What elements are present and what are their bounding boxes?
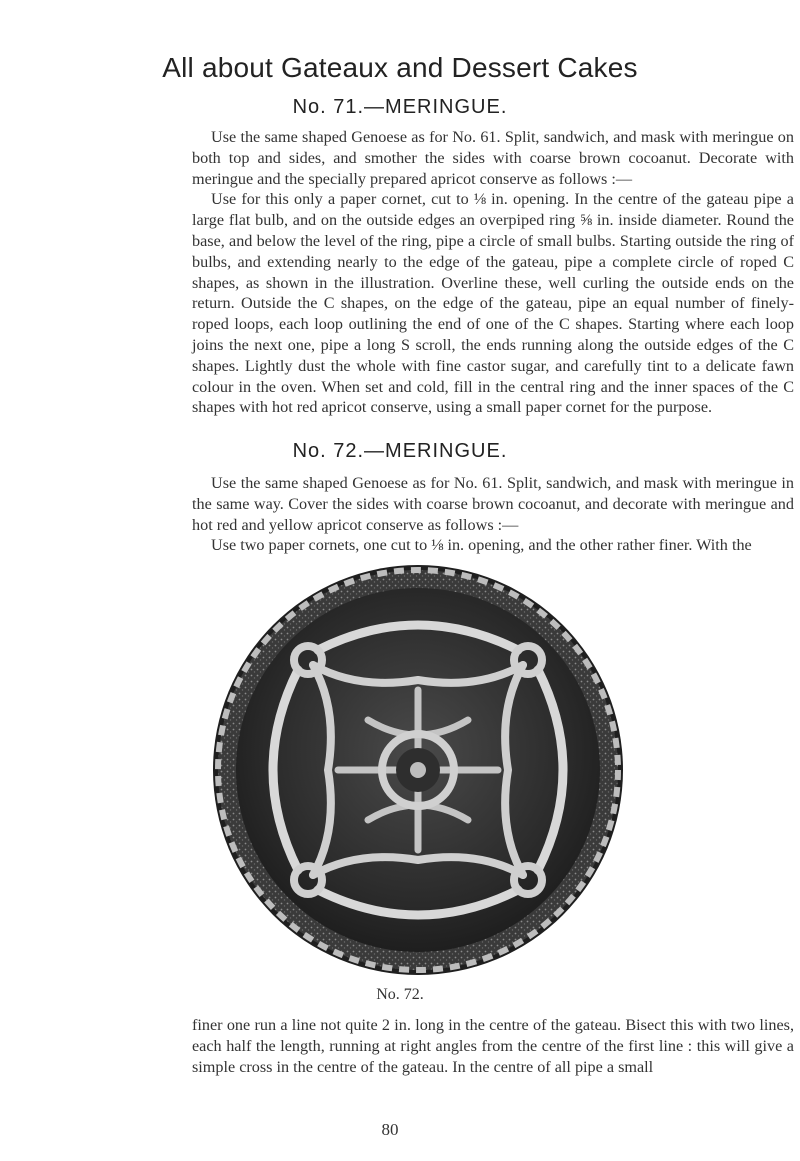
- running-head: All about Gateaux and Dessert Cakes: [162, 52, 638, 83]
- continuation-paragraph: finer one run a line not quite 2 in. long in the centre of the gateau. Bisect this with two lines, each half the length, running at right angles from the centre of the first line : this will give a simple cross in the centre of the gateau. In the centre of all pipe a small: [192, 1016, 794, 1076]
- recipe-71-paragraph-1: Use the same shaped Genoese as for No. 61. Split, sandwich, and mask with meringue on both top and sides, and smother the sides with coarse brown cocoanut. Decorate with meringue and the specially prepared apricot conserve as follows :—: [192, 128, 794, 188]
- recipe-body-72: [192, 473, 794, 556]
- recipe-heading-72: No. 72.—MERINGUE.: [292, 440, 508, 462]
- page-number: 80: [381, 1120, 399, 1139]
- recipe-71-paragraph-2: Use for this only a paper cornet, cut to ⅛ in. opening. In the centre of the gateau pipe a large flat bulb, and on the outside edges an overpiped ring ⅝ in. inside diameter. Round the base, and below the level of the ring, pipe a circle of small bulbs. Starting outside the ring of bulbs, and extending nearly to the edge of the gateau, pipe a complete circle of roped C shapes, as shown in the illustration. Overline these, well curling the outside ends on the return. Outside the C shapes, on the edge of the gateau, pipe an equal number of finely-roped loops, each loop outlining the end of one of the C shapes. Starting where each loop joins the next one, pipe a long S scroll, the ends running along the outside edges of the C shapes. Lightly dust the whole with fine castor sugar, and carefully tint to a delicate fawn colour in the oven. When set and cold, fill in the central ring and the inner spaces of the C shapes with hot red apricot conserve, using a small paper cornet for the purpose.: [192, 190, 794, 417]
- continued-text: [192, 1015, 794, 1077]
- gateau-photograph: [208, 560, 628, 980]
- recipe-body-71: [192, 127, 794, 418]
- recipe-72-paragraph-2: Use two paper cornets, one cut to ⅛ in. opening, and the other rather finer. With the: [211, 536, 752, 555]
- recipe-heading-71: No. 71.—MERINGUE.: [292, 96, 508, 118]
- recipe-72-paragraph-1: Use the same shaped Genoese as for No. 61. Split, sandwich, and mask with meringue in the same way. Cover the sides with coarse brown cocoanut, and decorate with meringue and hot red and yellow apricot conserve as follows :—: [192, 474, 794, 534]
- figure-caption: No. 72.: [376, 986, 424, 1003]
